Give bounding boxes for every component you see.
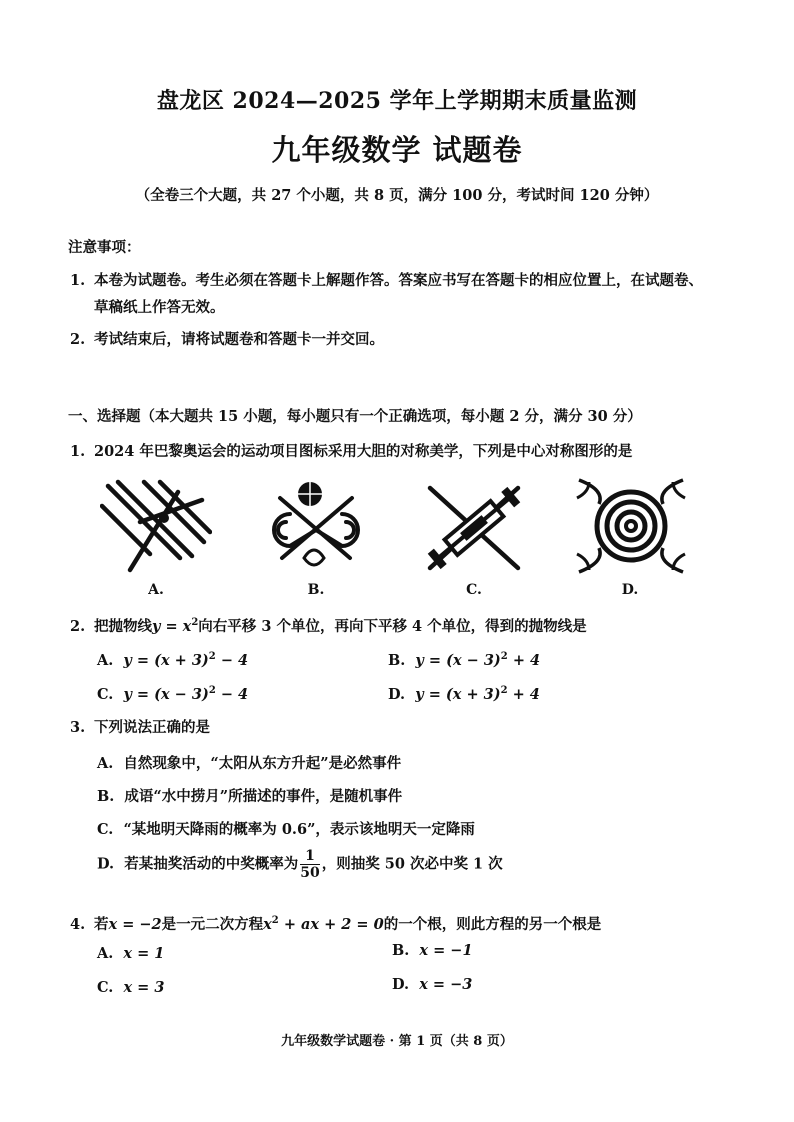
exponent: 2 bbox=[500, 685, 508, 696]
option-expression: x = −3 bbox=[419, 976, 473, 993]
question-stem-pre: 若 bbox=[94, 915, 109, 933]
question-stem: 2024 年巴黎奥运会的运动项目图标采用大胆的对称美学，下列是中心对称图形的是 bbox=[94, 443, 633, 460]
note-item-1-line2: 草稿纸上作答无效。 bbox=[94, 299, 225, 316]
question-2 bbox=[70, 613, 587, 637]
option-expression-tail: + 4 bbox=[507, 685, 540, 703]
notes-heading: 注意事项： bbox=[68, 239, 141, 256]
option-label: A. bbox=[97, 945, 114, 962]
question-stem-post: 向右平移 3 个单位，再向下平移 4 个单位，得到的抛物线是 bbox=[198, 617, 587, 635]
option-expression: y = (x − 3) bbox=[415, 651, 501, 669]
option-label: B. bbox=[388, 651, 406, 669]
question-number: 1. bbox=[70, 443, 86, 460]
note-item-2 bbox=[70, 330, 384, 350]
exam-region-title: 盘龙区 2024—2025 学年上学期期末质量监测 bbox=[156, 88, 638, 114]
option-expression: y = (x − 3) bbox=[123, 685, 209, 703]
option-label: C. bbox=[97, 979, 114, 996]
rowing-icon bbox=[100, 478, 212, 578]
option-d[interactable] bbox=[97, 848, 503, 881]
weightlifting-icon bbox=[418, 478, 530, 578]
exponent: 2 bbox=[208, 651, 216, 662]
option-expression-tail: − 4 bbox=[215, 651, 249, 669]
option-text: “某地明天降雨的概率为 0.6”，表示该地明天一定降雨 bbox=[123, 821, 475, 838]
fraction bbox=[300, 848, 319, 881]
note-number: 1. bbox=[70, 272, 86, 289]
question-stem-pre: 把抛物线 bbox=[94, 617, 152, 635]
figure-label-a: A. bbox=[148, 582, 164, 598]
basketball-icon bbox=[260, 478, 372, 578]
equation-expression-tail: + ax + 2 = 0 bbox=[278, 915, 384, 933]
option-text: 自然现象中，“太阳从东方升起”是必然事件 bbox=[123, 755, 402, 772]
option-expression: x = 1 bbox=[123, 945, 165, 962]
question-stem-mid: 是一元二次方程 bbox=[161, 915, 264, 933]
option-c[interactable] bbox=[97, 818, 475, 839]
question-number: 4. bbox=[70, 915, 86, 933]
option-d[interactable] bbox=[392, 976, 472, 993]
option-label: D. bbox=[97, 855, 115, 873]
note-text: 考试结束后，请将试题卷和答题卡一并交回。 bbox=[94, 331, 384, 348]
option-label: D. bbox=[392, 976, 410, 993]
option-a[interactable] bbox=[97, 752, 401, 773]
root-expression: x = −2 bbox=[108, 915, 162, 933]
option-expression: x = −1 bbox=[419, 942, 473, 959]
exponent: 2 bbox=[208, 685, 216, 696]
figure-label-b: B. bbox=[307, 582, 325, 598]
question-stem-post: 的一个根，则此方程的另一个根是 bbox=[383, 915, 602, 933]
question-number: 3. bbox=[70, 719, 86, 736]
option-expression: y = (x + 3) bbox=[415, 685, 501, 703]
option-b[interactable] bbox=[392, 942, 473, 959]
parabola-expression: y = x bbox=[152, 617, 192, 635]
option-d[interactable] bbox=[388, 685, 540, 703]
option-expression-tail: + 4 bbox=[507, 651, 541, 669]
option-b[interactable] bbox=[97, 785, 402, 806]
option-label: B. bbox=[392, 942, 410, 959]
exam-subject-title: 九年级数学 试题卷 bbox=[271, 133, 523, 167]
question-4 bbox=[70, 911, 601, 935]
exponent: 2 bbox=[191, 617, 199, 628]
fraction-numerator: 1 bbox=[300, 848, 319, 865]
question-3 bbox=[70, 718, 210, 738]
note-item-1 bbox=[70, 271, 703, 291]
option-label: D. bbox=[388, 685, 406, 703]
option-label: A. bbox=[97, 651, 114, 669]
option-expression-tail: − 4 bbox=[215, 685, 249, 703]
option-c[interactable] bbox=[97, 979, 164, 996]
option-c[interactable] bbox=[97, 685, 248, 703]
option-label: C. bbox=[97, 821, 114, 838]
exam-info: （全卷三个大题，共 27 个小题，共 8 页，满分 100 分，考试时间 120 分钟） bbox=[135, 187, 659, 204]
option-text: 成语“水中捞月”所描述的事件，是随机事件 bbox=[124, 788, 403, 805]
exponent: 2 bbox=[500, 651, 508, 662]
option-text-pre: 若某抽奖活动的中奖概率为 bbox=[124, 855, 299, 873]
option-label: A. bbox=[97, 755, 114, 772]
figure-label-d: D. bbox=[621, 582, 639, 598]
option-a[interactable] bbox=[97, 651, 248, 669]
fraction-denominator: 50 bbox=[300, 865, 320, 881]
option-expression: x = 3 bbox=[123, 979, 165, 996]
option-a[interactable] bbox=[97, 945, 164, 962]
question-1 bbox=[70, 442, 632, 462]
option-expression: y = (x + 3) bbox=[123, 651, 209, 669]
figure-label-c: C. bbox=[466, 582, 482, 598]
option-label: C. bbox=[97, 685, 114, 703]
question-stem: 下列说法正确的是 bbox=[94, 719, 210, 736]
option-b[interactable] bbox=[388, 651, 540, 669]
note-number: 2. bbox=[70, 331, 86, 348]
equation-expression: x bbox=[263, 915, 272, 933]
question-number: 2. bbox=[70, 617, 86, 635]
option-label: B. bbox=[97, 788, 115, 805]
note-text: 本卷为试题卷。考生必须在答题卡上解题作答。答案应书写在答题卡的相应位置上，在试题卷、 bbox=[94, 272, 703, 289]
option-text-post: ，则抽奖 50 次必中奖 1 次 bbox=[321, 855, 503, 873]
archery-target-icon bbox=[575, 474, 687, 578]
page-footer: 九年级数学试题卷 · 第 1 页（共 8 页） bbox=[281, 1034, 513, 1049]
exponent: 2 bbox=[271, 915, 279, 926]
section-heading: 一、选择题（本大题共 15 小题，每小题只有一个正确选项，每小题 2 分，满分 30 分） bbox=[68, 408, 642, 425]
